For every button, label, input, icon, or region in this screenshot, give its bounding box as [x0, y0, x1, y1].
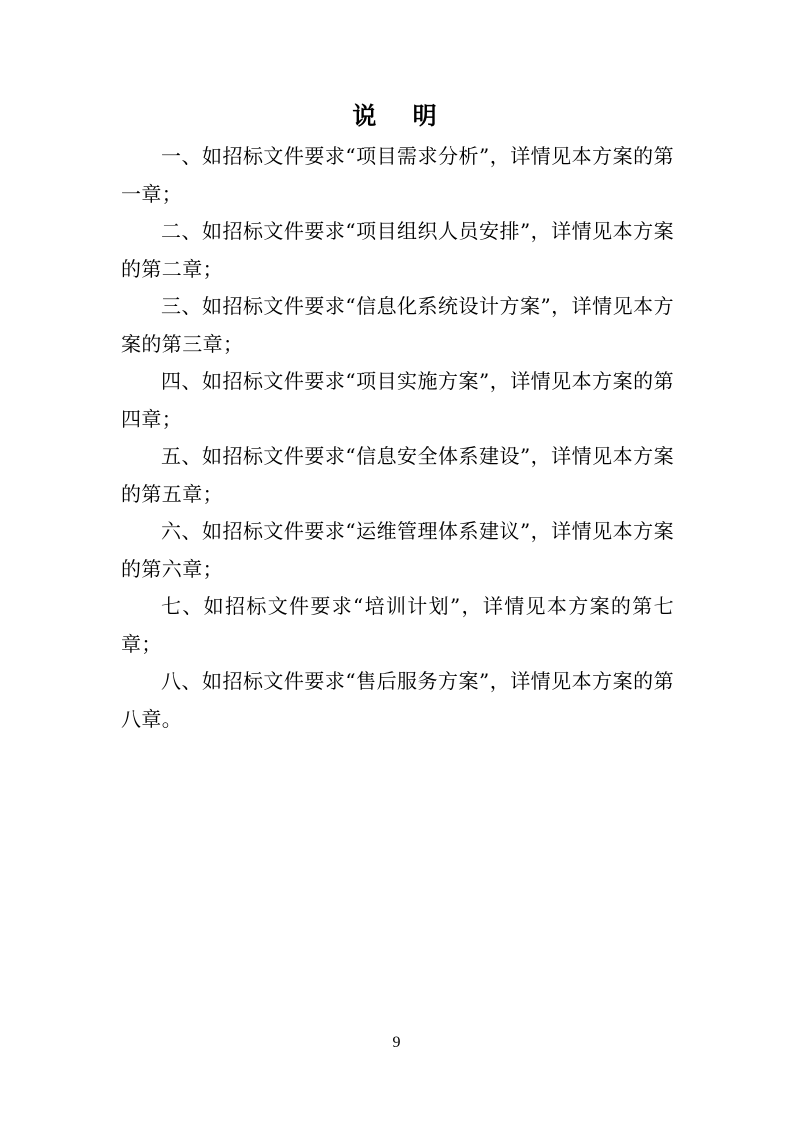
page-title: 说 明 — [352, 101, 451, 130]
paragraph-8: 八、如招标文件要求“售后服务方案”，详情见本方案的第八章。 — [121, 669, 674, 731]
paragraph-5: 五、如招标文件要求“信息安全体系建设”，详情见本方案的第五章； — [121, 444, 674, 506]
paragraph-2: 二、如招标文件要求“项目组织人员安排”，详情见本方案的第二章； — [121, 219, 674, 281]
paragraph-7: 七、如招标文件要求“培训计划”，详情见本方案的第七章； — [121, 594, 674, 656]
page-number: 9 — [392, 1034, 401, 1051]
paragraph-1: 一、如招标文件要求“项目需求分析”，详情见本方案的第一章； — [121, 144, 674, 206]
paragraph-6: 六、如招标文件要求“运维管理体系建议”，详情见本方案的第六章； — [121, 519, 674, 581]
paragraph-3: 三、如招标文件要求“信息化系统设计方案”，详情见本方案的第三章； — [121, 294, 674, 356]
document-body — [121, 138, 674, 738]
paragraph-4: 四、如招标文件要求“项目实施方案”，详情见本方案的第四章； — [121, 369, 674, 431]
